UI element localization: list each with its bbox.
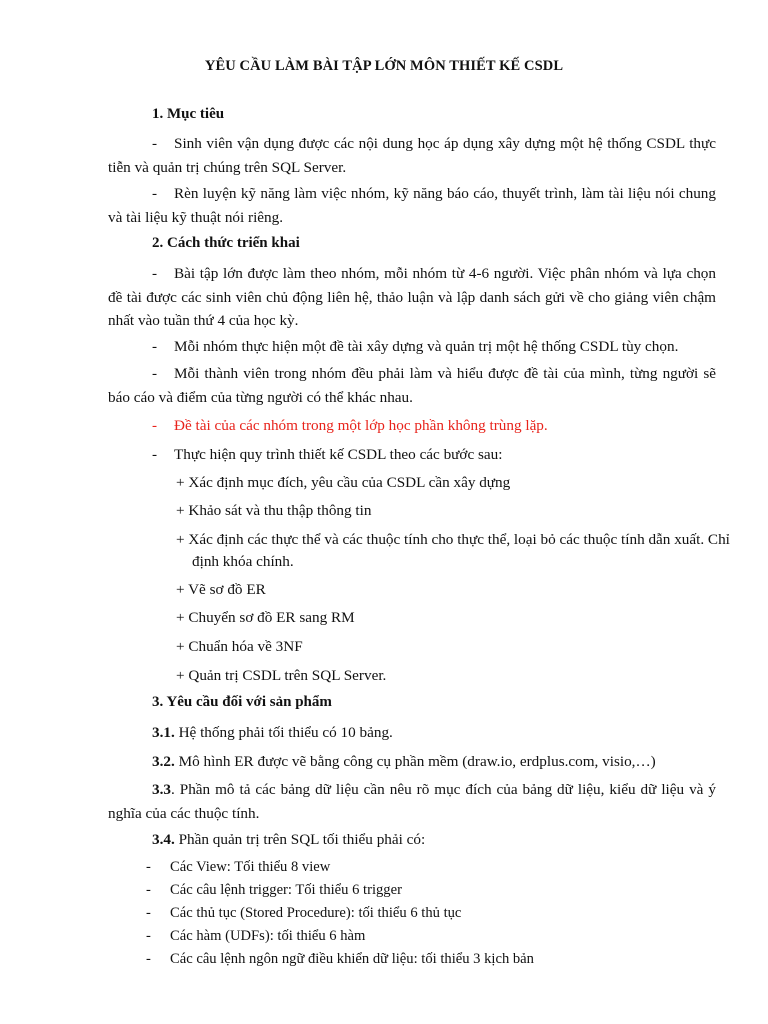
- list-item: - Các câu lệnh ngôn ngữ điều khiển dữ liệu: tối thiểu 3 kịch bản: [146, 951, 534, 967]
- paragraph: - Mỗi nhóm thực hiện một đề tài xây dựng và quản trị một hệ thống CSDL tùy chọn.: [152, 338, 679, 355]
- step-item: + Chuẩn hóa về 3NF: [176, 638, 303, 655]
- step-item: + Vẽ sơ đồ ER: [176, 581, 266, 598]
- step-item: + Chuyển sơ đồ ER sang RM: [176, 609, 355, 626]
- heading-muc-tieu: 1. Mục tiêu: [152, 106, 225, 122]
- step-item: + Xác định mục đích, yêu cầu của CSDL cần xây dựng: [176, 474, 511, 491]
- document-title: YÊU CẦU LÀM BÀI TẬP LỚN MÔN THIẾT KẾ CSDL: [204, 58, 564, 74]
- paragraph: - Rèn luyện kỹ năng làm việc nhóm, kỹ năng báo cáo, thuyết trình, làm tài liệu nói chung và tài liệu kỹ thuật nói riêng.: [108, 185, 716, 226]
- paragraph: - Thực hiện quy trình thiết kế CSDL theo các bước sau:: [152, 446, 503, 463]
- list-item: - Các hàm (UDFs): tối thiểu 6 hàm: [146, 928, 366, 944]
- step-item: + Quản trị CSDL trên SQL Server.: [176, 667, 387, 684]
- paragraph: - Sinh viên vận dụng được các nội dung học áp dụng xây dựng một hệ thống CSDL thực tiễn và quản trị chúng trên SQL Server.: [108, 135, 716, 176]
- step-item: + Khảo sát và thu thập thông tin: [176, 502, 372, 519]
- requirement-3-3: 3.3. Phần mô tả các bảng dữ liệu cần nêu rõ mục đích của bảng dữ liệu, kiểu dữ liệu và ý nghĩa của các thuộc tính.: [108, 781, 716, 822]
- paragraph: - Mỗi thành viên trong nhóm đều phải làm và hiểu được đề tài của mình, từng người sẽ báo cáo và điểm của từng người có thể khác nhau.: [108, 365, 716, 406]
- requirement-3-4: 3.4. Phần quản trị trên SQL tối thiểu phải có:: [152, 831, 426, 848]
- list-item: - Các View: Tối thiểu 8 view: [146, 859, 331, 875]
- list-item: - Các câu lệnh trigger: Tối thiểu 6 trigger: [146, 882, 402, 898]
- heading-cach-thuc: 2. Cách thức triển khai: [152, 235, 300, 251]
- heading-yeu-cau-san-pham: 3. Yêu cầu đối với sản phẩm: [152, 694, 332, 710]
- requirement-3-2: 3.2. Mô hình ER được vẽ bằng công cụ phần mềm (draw.io, erdplus.com, visio,…): [152, 753, 656, 770]
- list-item: - Các thủ tục (Stored Procedure): tối thiểu 6 thủ tục: [146, 905, 462, 921]
- highlight-paragraph: - Đề tài của các nhóm trong một lớp học phần không trùng lặp.: [152, 417, 548, 434]
- step-item: + Xác định các thực thể và các thuộc tính cho thực thể, loại bỏ các thuộc tính dẫn xuất. Chỉ định khóa chính.: [176, 531, 730, 570]
- requirement-3-1: 3.1. Hệ thống phải tối thiểu có 10 bảng.: [152, 724, 393, 741]
- paragraph: - Bài tập lớn được làm theo nhóm, mỗi nhóm từ 4-6 người. Việc phân nhóm và lựa chọn đề tài được các sinh viên chủ động liên hệ, thảo luận và lập danh sách gửi về cho giảng viên chậm nhất vào tuần thứ 4 của học kỳ.: [108, 265, 716, 329]
